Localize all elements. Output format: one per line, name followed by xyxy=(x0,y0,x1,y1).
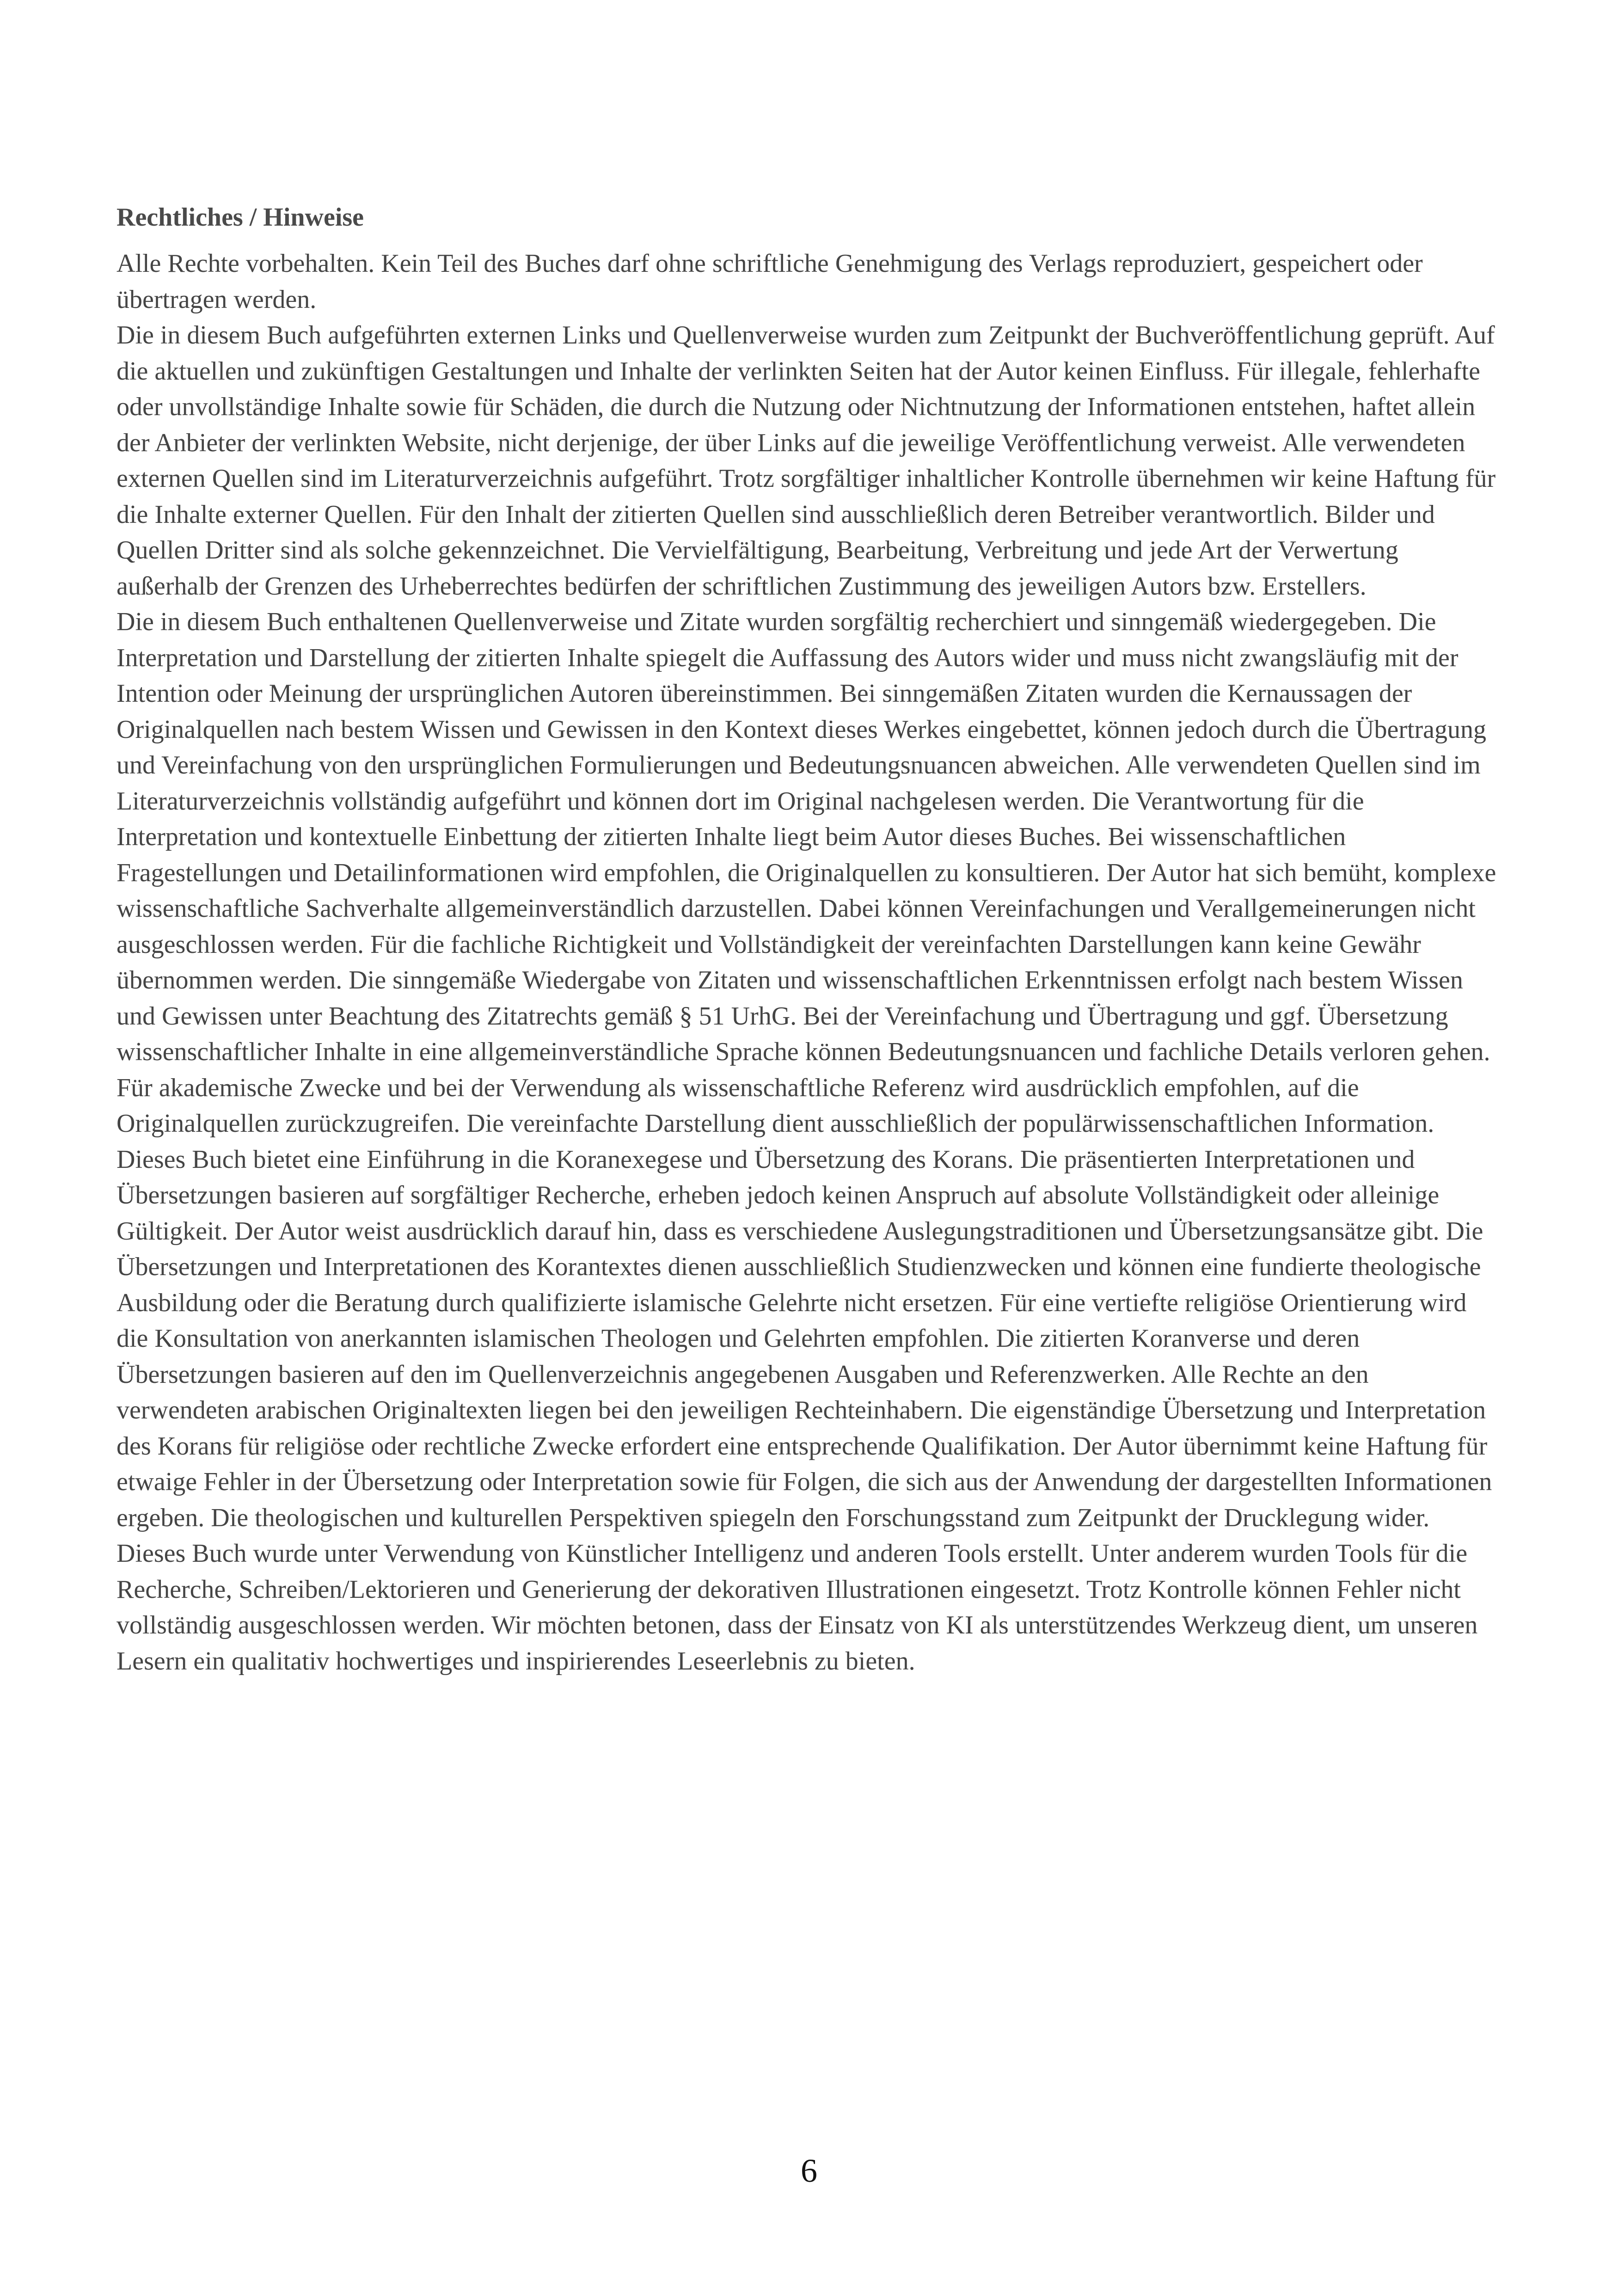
paragraph-copyright: Alle Rechte vorbehalten. Kein Teil des Buches darf ohne schriftliche Genehmigung des Verlags reproduziert, gespeichert oder übertragen werden. xyxy=(116,249,1423,314)
paragraph-citations: Die in diesem Buch enthaltenen Quellenverweise und Zitate wurden sorgfältig recherchiert und sinngemäß wiedergegeben. Die Interpretation und Darstellung der zitierten Inhalte spiegelt die Auffassung des Autors wider und muss nicht zwangsläufig mit der Intention oder Meinung der ursprünglichen Autoren übereinstimmen. Bei sinngemäßen Zitaten wurden die Kernaussagen der Originalquellen nach bestem Wissen und Gewissen in den Kontext dieses Werkes eingebettet, können jedoch durch die Übertragung und Vereinfachung von den ursprünglichen Formulierungen und Bedeutungsnuancen abweichen. Alle verwendeten Quellen sind im Literaturverzeichnis vollständig aufgeführt und können dort im Original nachgelesen werden. Die Verantwortung für die Interpretation und kontextuelle Einbettung der zitierten Inhalte liegt beim Autor dieses Buches. Bei wissenschaftlichen Fragestellungen und Detailinformationen wird empfohlen, die Originalquellen zu konsultieren. Der Autor hat sich bemüht, komplexe wissenschaftliche Sachverhalte allgemeinverständlich darzustellen. Dabei können Vereinfachungen und Verallgemeinerungen nicht ausgeschlossen werden. Für die fachliche Richtigkeit und Vollständigkeit der vereinfachten Darstellungen kann keine Gewähr übernommen werden. Die sinngemäße Wiedergabe von Zitaten und wissenschaftlichen Erkenntnissen erfolgt nach bestem Wissen und Gewissen unter Beachtung des Zitatrechts gemäß § 51 UrhG. Bei der Vereinfachung und Übertragung und ggf. Übersetzung wissenschaftlicher Inhalte in eine allgemeinverständliche Sprache können Bedeutungsnuancen und fachliche Details verloren gehen. Für akademische Zwecke und bei der Verwendung als wissenschaftliche Referenz wird ausdrücklich empfohlen, auf die Originalquellen zurückzugreifen. Die vereinfachte Darstellung dient ausschließlich der populärwissenschaftlichen Information. xyxy=(116,608,1496,1138)
page-heading: Rechtliches / Hinweise xyxy=(116,203,364,232)
page-content xyxy=(116,190,1501,1679)
page-number: 6 xyxy=(801,2152,817,2189)
paragraph-ai-usage: Dieses Buch wurde unter Verwendung von Künstlicher Intelligenz und anderen Tools erstellt. Unter anderem wurden Tools für die Recherche, Schreiben/Lektorieren und Generierung der dekorativen Illustrationen eingesetzt. Trotz Kontrolle können Fehler nicht vollständig ausgeschlossen werden. Wir möchten betonen, dass der Einsatz von KI als unterstützendes Werkzeug dient, um unseren Lesern ein qualitativ hochwertiges und inspirierendes Leseerlebnis zu bieten. xyxy=(116,1539,1478,1676)
paragraph-koran-exegesis: Dieses Buch bietet eine Einführung in die Koranexegese und Übersetzung des Korans. Die präsentierten Interpretationen und Übersetzungen basieren auf sorgfältiger Recherche, erheben jedoch keinen Anspruch auf absolute Vollständigkeit oder alleinige Gültigkeit. Der Autor weist ausdrücklich darauf hin, dass es verschiedene Auslegungstraditionen und Übersetzungsansätze gibt. Die Übersetzungen und Interpretationen des Korantextes dienen ausschließlich Studienzwecken und können eine fundierte theologische Ausbildung oder die Beratung durch qualifizierte islamische Gelehrte nicht ersetzen. Für eine vertiefte religiöse Orientierung wird die Konsultation von anerkannten islamischen Theologen und Gelehrten empfohlen. Die zitierten Koranverse und deren Übersetzungen basieren auf den im Quellenverzeichnis angegebenen Ausgaben und Referenzwerken. Alle Rechte an den verwendeten arabischen Originaltexten liegen bei den jeweiligen Rechteinhabern. Die eigenständige Übersetzung und Interpretation des Korans für religiöse oder rechtliche Zwecke erfordert eine entsprechende Qualifikation. Der Autor übernimmt keine Haftung für etwaige Fehler in der Übersetzung oder Interpretation sowie für Folgen, die sich aus der Anwendung der dargestellten Informationen ergeben. Die theologischen und kulturellen Perspektiven spiegeln den Forschungsstand zum Zeitpunkt der Drucklegung wider. xyxy=(116,1145,1492,1532)
paragraph-external-links: Die in diesem Buch aufgeführten externen Links und Quellenverweise wurden zum Zeitpunkt der Buchveröffentlichung geprüft. Auf die aktuellen und zukünftigen Gestaltungen und Inhalte der verlinkten Seiten hat der Autor keinen Einfluss. Für illegale, fehlerhafte oder unvollständige Inhalte sowie für Schäden, die durch die Nutzung oder Nichtnutzung der Informationen entstehen, haftet allein der Anbieter der verlinkten Website, nicht derjenige, der über Links auf die jeweilige Veröffentlichung verweist. Alle verwendeten externen Quellen sind im Literaturverzeichnis aufgeführt. Trotz sorgfältiger inhaltlicher Kontrolle übernehmen wir keine Haftung für die Inhalte externer Quellen. Für den Inhalt der zitierten Quellen sind ausschließlich deren Betreiber verantwortlich. Bilder und Quellen Dritter sind als solche gekennzeichnet. Die Vervielfältigung, Bearbeitung, Verbreitung und jede Art der Verwertung außerhalb der Grenzen des Urheberrechtes bedürfen der schriftlichen Zustimmung des jeweiligen Autors bzw. Erstellers. xyxy=(116,321,1496,601)
